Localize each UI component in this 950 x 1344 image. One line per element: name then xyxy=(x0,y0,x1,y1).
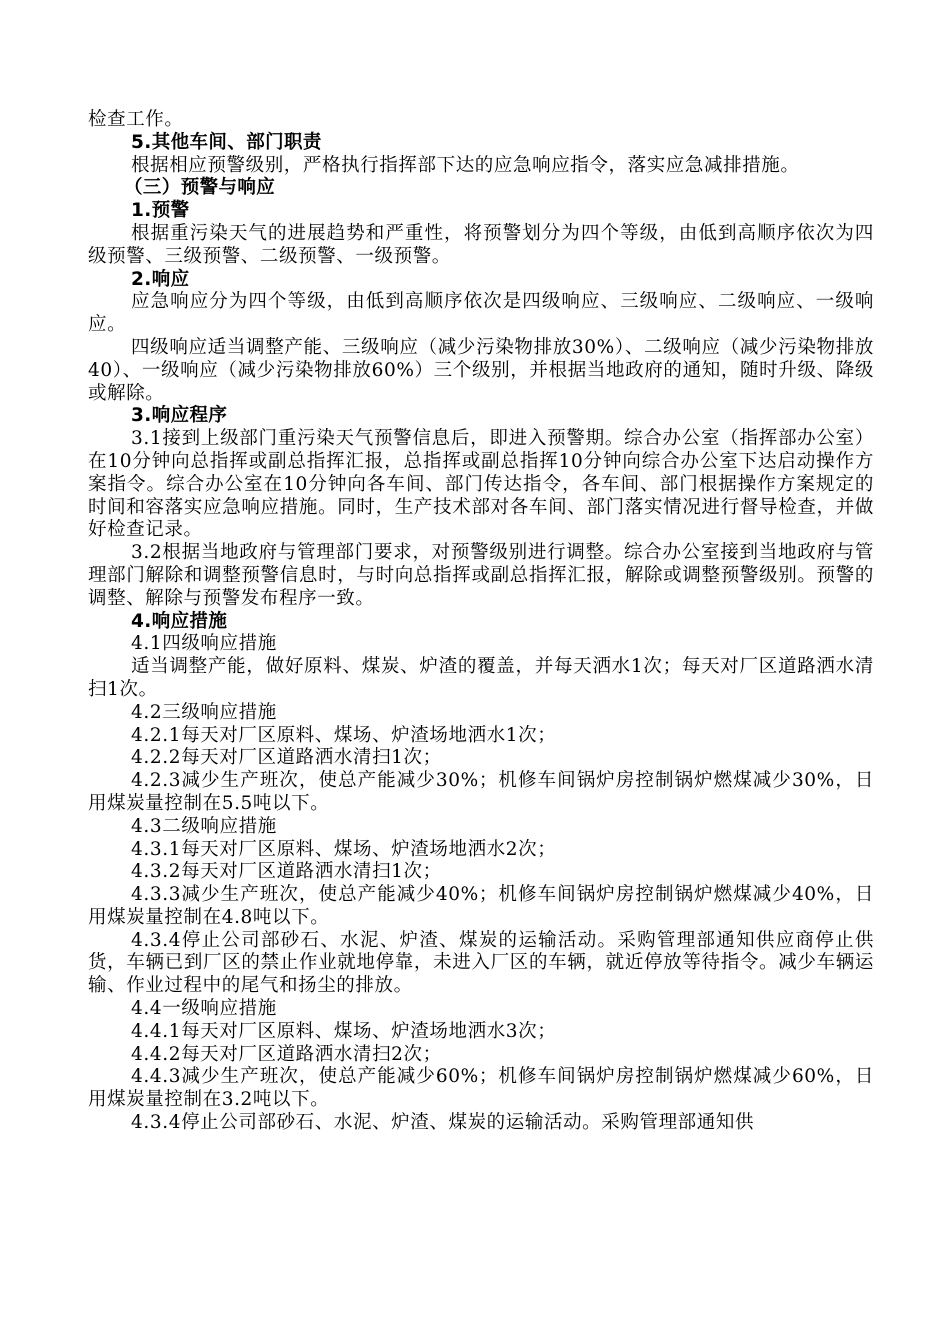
section-heading-warning-response: （三）预警与响应 xyxy=(124,177,276,199)
list-item: 4.3.1每天对厂区原料、煤场、炉渣场地洒水2次； xyxy=(131,838,557,860)
heading-response: 2.响应 xyxy=(131,268,190,290)
paragraph: 3.1接到上级部门重污染天气预警信息后，即进入预警期。综合办公室（指挥部办公室）在10分钟向总指挥或副总指挥汇报，总指挥或副总指挥10分钟向综合办公室下达启动操作方案指令。综合办公室在10分钟向各车间、部门传达指令，各车间、部门根据操作方案规定的时间和容落实应急响应措施。同时，生产技术部对各车间、部门落实情况进行督导检查，并做好检查记录。 xyxy=(88,428,874,541)
heading-response-procedure: 3.响应程序 xyxy=(131,405,228,427)
heading-response-measures: 4.响应措施 xyxy=(131,610,228,632)
list-item: 4.3.3减少生产班次，使总产能减少40%；机修车间锅炉房控制锅炉燃煤减少40%，日用煤炭量控制在4.8吨以下。 xyxy=(88,884,874,928)
paragraph-continuation: 检查工作。 xyxy=(88,109,184,130)
heading-other-departments: 5.其他车间、部门职责 xyxy=(131,131,322,153)
list-item: 4.3.4停止公司部砂石、水泥、炉渣、煤炭的运输活动。采购管理部通知供应商停止供货，车辆已到厂区的禁止作业就地停靠，未进入厂区的车辆，就近停放等待指令。减少车辆运输、作业过程中的尾气和扬尘的排放。 xyxy=(88,929,874,997)
heading-warning: 1.预警 xyxy=(131,200,190,222)
subheading-level2: 4.3二级响应措施 xyxy=(131,815,277,837)
list-item: 4.2.1每天对厂区原料、煤场、炉渣场地洒水1次； xyxy=(131,724,557,746)
list-item: 4.4.1每天对厂区原料、煤场、炉渣场地洒水3次； xyxy=(131,1020,557,1042)
paragraph: 应急响应分为四个等级，由低到高顺序依次是四级响应、三级响应、二级响应、一级响应。 xyxy=(88,291,874,336)
paragraph: 根据重污染天气的进展趋势和严重性，将预警划分为四个等级，由低到高顺序依次为四级预警、三级预警、二级预警、一级预警。 xyxy=(88,222,874,267)
list-item: 4.3.2每天对厂区道路洒水清扫1次； xyxy=(131,861,442,883)
subheading-level1: 4.4一级响应措施 xyxy=(131,998,277,1020)
paragraph: 四级响应适当调整产能、三级响应（减少污染物排放30%）、二级响应（减少污染物排放40）、一级响应（减少污染物排放60%）三个级别，并根据当地政府的通知，随时升级、降级或解除。 xyxy=(88,336,874,404)
paragraph: 根据相应预警级别，严格执行指挥部下达的应急响应指令，落实应急减排措施。 xyxy=(131,154,800,176)
document-page xyxy=(88,109,874,1135)
list-item: 4.4.2每天对厂区道路洒水清扫2次； xyxy=(131,1043,442,1065)
list-item: 4.3.4停止公司部砂石、水泥、炉渣、煤炭的运输活动。采购管理部通知供 xyxy=(131,1112,755,1134)
list-item: 4.2.2每天对厂区道路洒水清扫1次； xyxy=(131,747,442,769)
subheading-level3: 4.2三级响应措施 xyxy=(131,701,277,723)
subheading-level4: 4.1四级响应措施 xyxy=(131,633,277,655)
paragraph: 适当调整产能，做好原料、煤炭、炉渣的覆盖，并每天洒水1次；每天对厂区道路洒水清扫1次。 xyxy=(88,656,874,700)
list-item: 4.2.3减少生产班次，使总产能减少30%；机修车间锅炉房控制锅炉燃煤减少30%，日用煤炭量控制在5.5吨以下。 xyxy=(88,770,874,814)
paragraph: 3.2根据当地政府与管理部门要求，对预警级别进行调整。综合办公室接到当地政府与管理部门解除和调整预警信息时，与时向总指挥或副总指挥汇报，解除或调整预警级别。预警的调整、解除与预警发布程序一致。 xyxy=(88,542,874,609)
list-item: 4.4.3减少生产班次，使总产能减少60%；机修车间锅炉房控制锅炉燃煤减少60%，日用煤炭量控制在3.2吨以下。 xyxy=(88,1066,874,1111)
